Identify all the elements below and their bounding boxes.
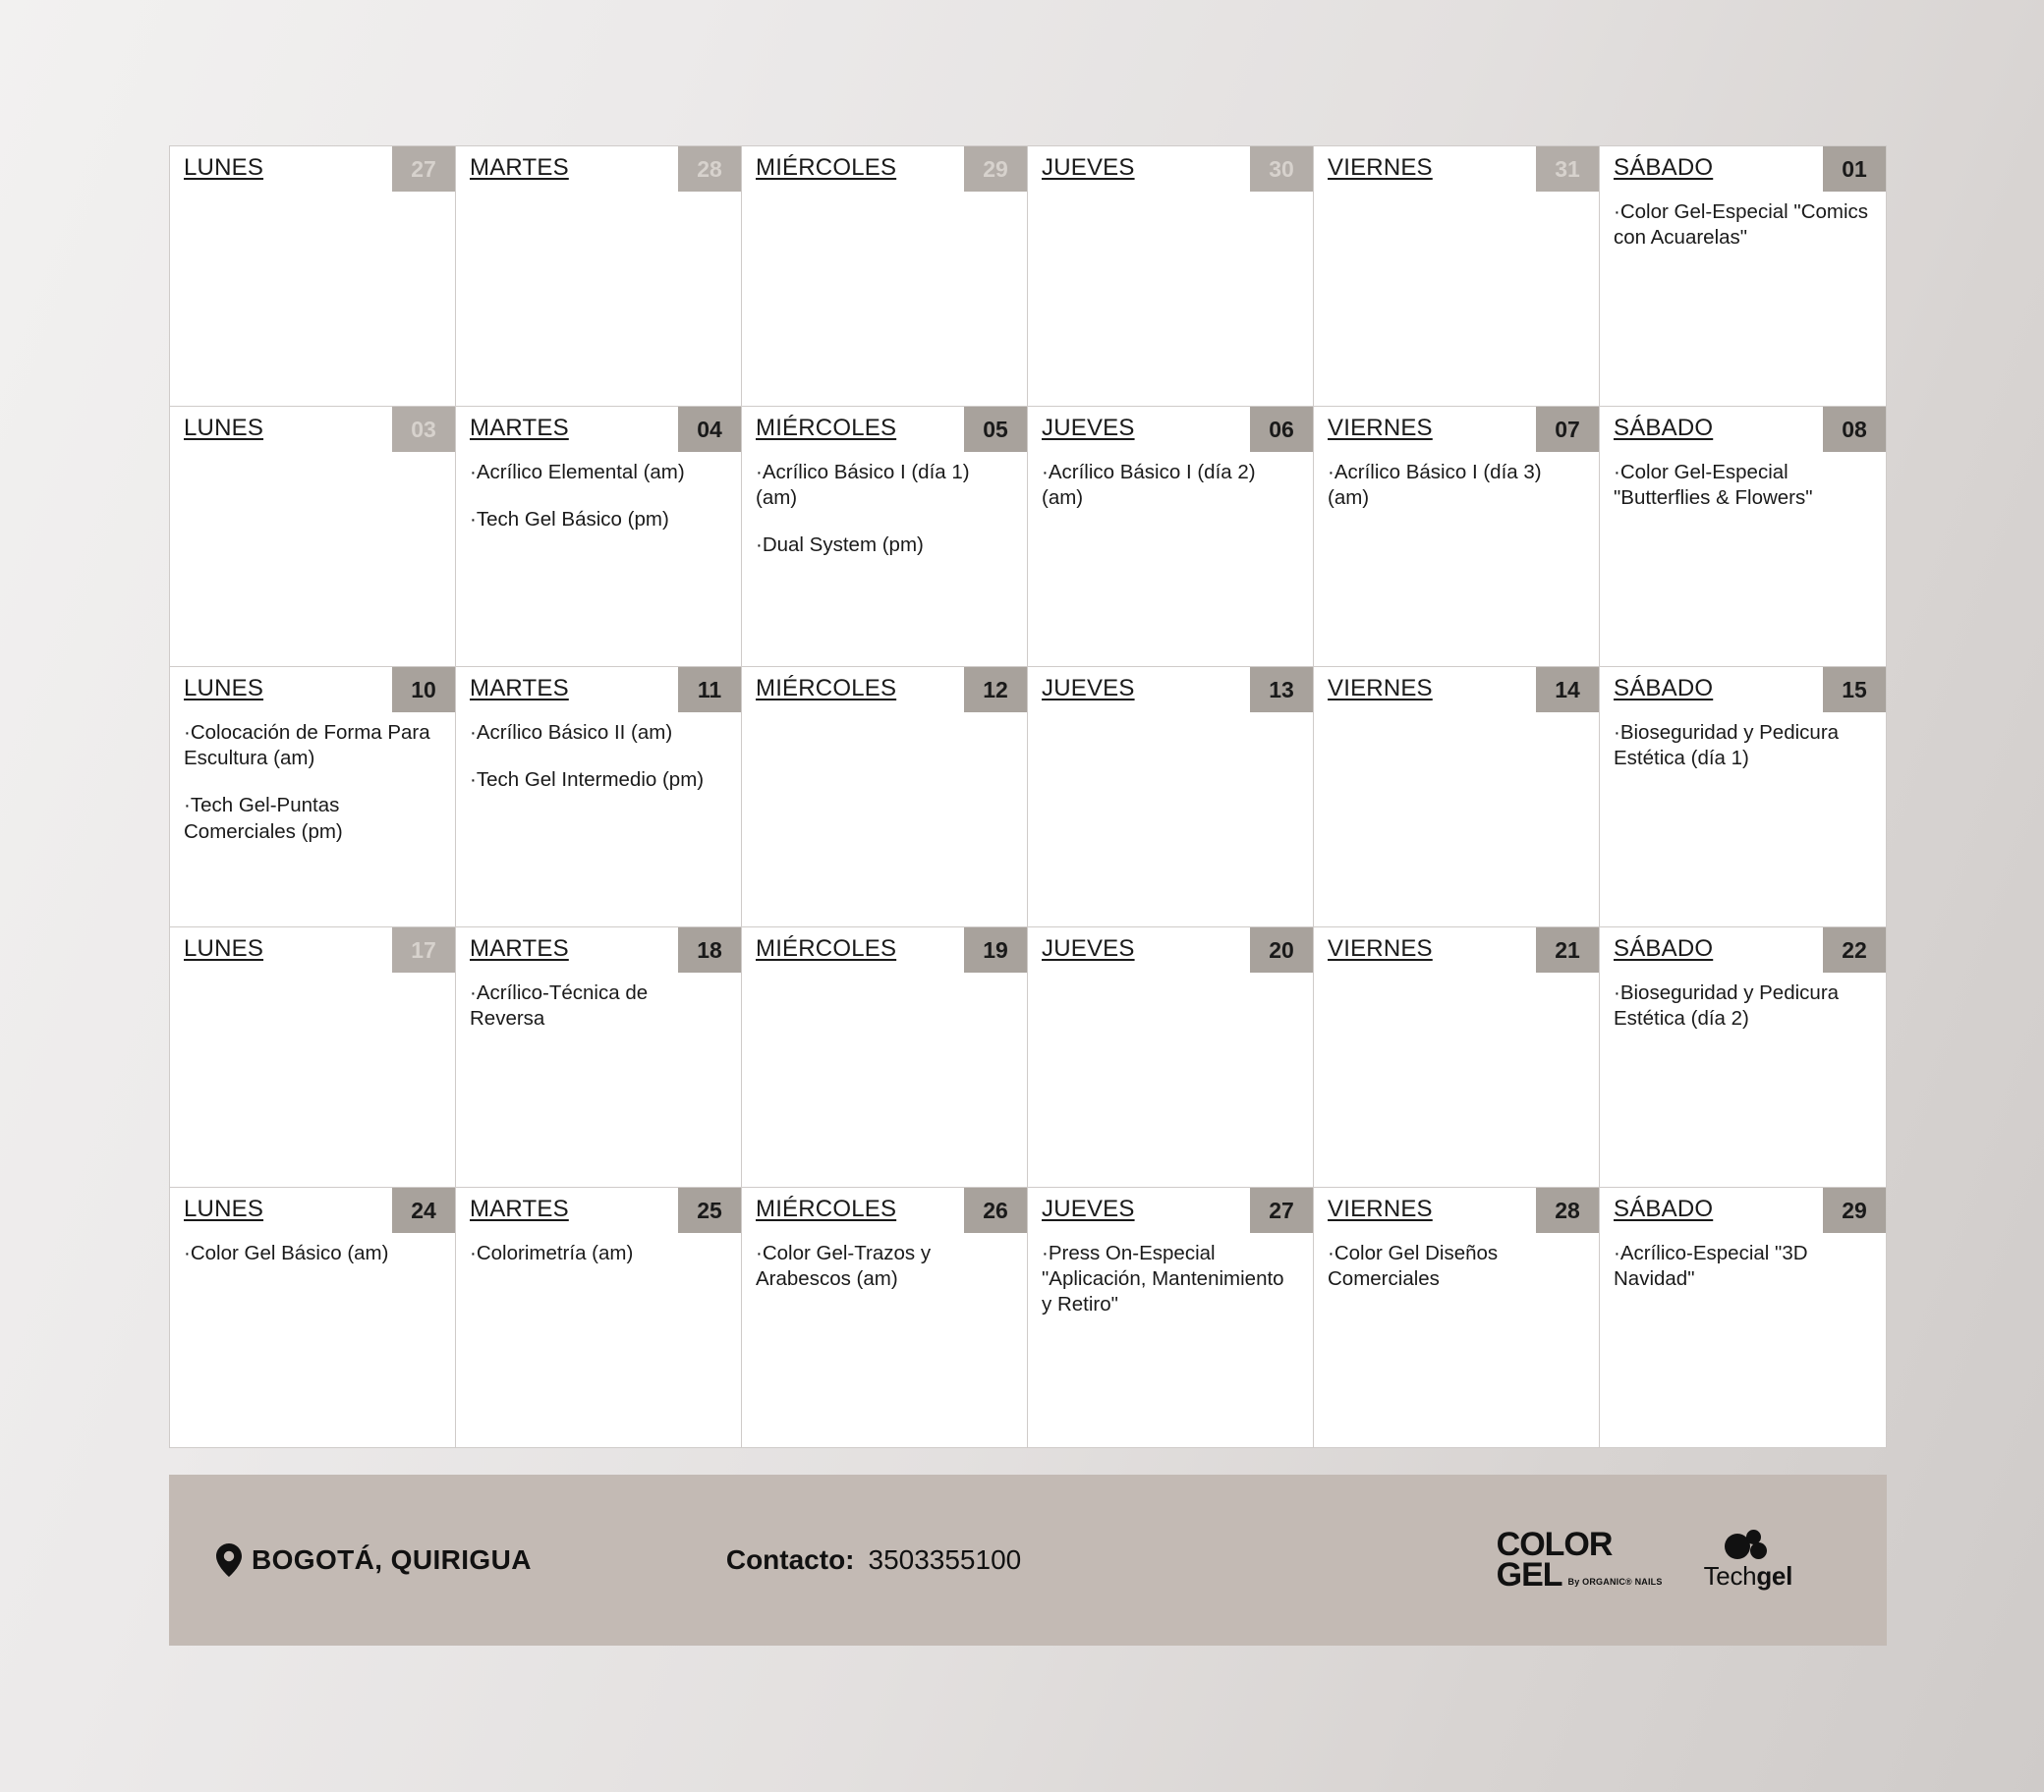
footer-bar [169, 1475, 1887, 1646]
day-header [170, 146, 455, 192]
day-event[interactable]: ·Colocación de Forma Para Escultura (am) [184, 721, 430, 770]
calendar-day-cell[interactable] [1028, 667, 1314, 926]
day-header [170, 667, 455, 712]
calendar-day-cell[interactable] [1028, 1188, 1314, 1447]
day-name: JUEVES [1042, 154, 1135, 181]
colorgel-line1: COLOR [1496, 1525, 1613, 1563]
day-name: JUEVES [1042, 675, 1135, 701]
day-events [1600, 192, 1886, 260]
day-name: LUNES [184, 935, 264, 962]
calendar-day-cell[interactable] [742, 407, 1028, 666]
day-events [742, 712, 1027, 730]
day-number: 06 [1250, 407, 1313, 452]
calendar-day-cell[interactable] [1600, 927, 1886, 1187]
day-header [1028, 407, 1313, 452]
calendar-day-cell[interactable] [1028, 927, 1314, 1187]
calendar-day-cell[interactable] [170, 927, 456, 1187]
day-events [456, 192, 741, 209]
calendar-page [169, 145, 1887, 1646]
day-header [1600, 146, 1886, 192]
day-event[interactable]: ·Tech Gel-Puntas Comerciales (pm) [184, 794, 343, 843]
day-number: 29 [1823, 1188, 1886, 1233]
day-header [456, 667, 741, 712]
day-name: SÁBADO [1614, 415, 1714, 441]
calendar-week [170, 927, 1886, 1188]
calendar-day-cell[interactable] [170, 667, 456, 926]
day-name: MIÉRCOLES [756, 154, 897, 181]
brand-logos [1497, 1475, 1792, 1646]
calendar-day-cell[interactable] [1314, 667, 1600, 926]
day-event[interactable]: ·Color Gel Diseños Comerciales [1328, 1242, 1499, 1291]
calendar-day-cell[interactable] [456, 667, 742, 926]
calendar-day-cell[interactable] [456, 1188, 742, 1447]
day-name: LUNES [184, 154, 264, 181]
day-event[interactable]: ·Acrílico Básico II (am) [470, 721, 673, 744]
contact-block [726, 1544, 1021, 1576]
day-number: 19 [964, 927, 1027, 973]
day-events [1314, 192, 1599, 209]
contact-number: 3503355100 [868, 1544, 1022, 1575]
day-event[interactable]: ·Acrílico Básico I (día 1) (am) [756, 461, 970, 510]
day-events [170, 973, 455, 990]
day-name: MIÉRCOLES [756, 415, 897, 441]
day-name: MIÉRCOLES [756, 1196, 897, 1222]
day-number: 13 [1250, 667, 1313, 712]
colorgel-subtitle: By ORGANIC® NAILS [1567, 1577, 1663, 1587]
day-header [742, 667, 1027, 712]
calendar-day-cell[interactable] [1314, 146, 1600, 406]
day-name: MARTES [470, 935, 569, 962]
day-events [742, 192, 1027, 209]
day-number: 21 [1536, 927, 1599, 973]
calendar-day-cell[interactable] [456, 146, 742, 406]
day-name: MIÉRCOLES [756, 935, 897, 962]
day-header [1028, 667, 1313, 712]
day-events [170, 452, 455, 470]
calendar-week [170, 667, 1886, 927]
techgel-prefix: Tech [1703, 1560, 1757, 1591]
calendar-day-cell[interactable] [1314, 1188, 1600, 1447]
day-events [1028, 1233, 1313, 1328]
calendar-day-cell[interactable] [1600, 146, 1886, 406]
day-name: MARTES [470, 1196, 569, 1222]
day-name: SÁBADO [1614, 154, 1714, 181]
day-event[interactable]: ·Dual System (pm) [756, 533, 924, 557]
day-event[interactable]: ·Tech Gel Básico (pm) [470, 508, 669, 532]
day-number: 15 [1823, 667, 1886, 712]
day-events [1028, 712, 1313, 730]
day-event[interactable]: ·Bioseguridad y Pedicura Estética (día 1) [1614, 721, 1840, 770]
day-number: 28 [678, 146, 741, 192]
day-events [456, 1233, 741, 1276]
day-header [1314, 407, 1599, 452]
day-header [1600, 667, 1886, 712]
day-name: JUEVES [1042, 1196, 1135, 1222]
calendar-day-cell[interactable] [1028, 146, 1314, 406]
calendar-day-cell[interactable] [170, 146, 456, 406]
colorgel-logo [1496, 1525, 1663, 1594]
day-header [456, 1188, 741, 1233]
day-header [456, 407, 741, 452]
calendar-day-cell[interactable] [1314, 407, 1600, 666]
calendar-week [170, 1188, 1886, 1447]
day-name: VIERNES [1328, 1196, 1433, 1222]
day-event[interactable]: ·Press On-Especial "Aplicación, Mantenimiento y Retiro" [1042, 1242, 1284, 1316]
location-pin-icon [216, 1543, 242, 1577]
day-events [1028, 452, 1313, 521]
day-events [1600, 1233, 1886, 1302]
day-events [1600, 712, 1886, 781]
day-header [1600, 407, 1886, 452]
day-name: LUNES [184, 1196, 264, 1222]
day-number: 25 [678, 1188, 741, 1233]
day-number: 27 [1250, 1188, 1313, 1233]
day-number: 10 [392, 667, 455, 712]
calendar-day-cell[interactable] [742, 667, 1028, 926]
day-header [1314, 1188, 1599, 1233]
day-number: 24 [392, 1188, 455, 1233]
day-number: 17 [392, 927, 455, 973]
day-number: 26 [964, 1188, 1027, 1233]
day-number: 27 [392, 146, 455, 192]
day-events [1600, 452, 1886, 521]
day-events [1314, 973, 1599, 990]
colorgel-line2: GEL [1496, 1556, 1562, 1594]
day-name: MARTES [470, 415, 569, 441]
contact-label: Contacto: [725, 1544, 855, 1575]
calendar-day-cell[interactable] [742, 927, 1028, 1187]
day-number: 18 [678, 927, 741, 973]
day-header [1600, 927, 1886, 973]
techgel-wordmark [1704, 1561, 1792, 1592]
calendar-day-cell[interactable] [1600, 667, 1886, 926]
day-event[interactable]: ·Acrílico Básico I (día 2) (am) [1042, 461, 1256, 510]
day-event[interactable]: ·Tech Gel Intermedio (pm) [470, 768, 705, 792]
day-events [742, 1233, 1027, 1302]
day-name: JUEVES [1042, 935, 1135, 962]
day-number: 01 [1823, 146, 1886, 192]
day-header [1314, 927, 1599, 973]
location-text: BOGOTÁ, QUIRIGUA [252, 1544, 532, 1575]
day-number: 08 [1823, 407, 1886, 452]
day-event[interactable]: ·Acrílico Básico I (día 3) (am) [1328, 461, 1542, 510]
day-header [1314, 667, 1599, 712]
day-events [170, 192, 455, 209]
day-header [1028, 927, 1313, 973]
calendar-day-cell[interactable] [170, 1188, 456, 1447]
calendar-day-cell[interactable] [742, 146, 1028, 406]
day-event[interactable]: ·Bioseguridad y Pedicura Estética (día 2) [1614, 981, 1840, 1031]
day-name: VIERNES [1328, 154, 1433, 181]
calendar-day-cell[interactable] [456, 407, 742, 666]
calendar-day-cell[interactable] [1314, 927, 1600, 1187]
calendar-day-cell[interactable] [1600, 407, 1886, 666]
day-number: 05 [964, 407, 1027, 452]
day-header [170, 1188, 455, 1233]
calendar-week [170, 146, 1886, 407]
day-name: VIERNES [1328, 675, 1433, 701]
day-events [742, 452, 1027, 569]
day-header [1314, 146, 1599, 192]
day-events [1314, 452, 1599, 521]
day-name: MIÉRCOLES [756, 675, 897, 701]
day-events [1028, 192, 1313, 209]
day-header [742, 407, 1027, 452]
day-name: MARTES [470, 154, 569, 181]
day-events [1314, 1233, 1599, 1302]
day-event[interactable]: ·Acrílico-Técnica de Reversa [470, 981, 649, 1031]
day-number: 03 [392, 407, 455, 452]
day-event[interactable]: ·Acrílico-Especial "3D Navidad" [1614, 1242, 1808, 1291]
calendar-day-cell[interactable] [456, 927, 742, 1187]
calendar-day-cell[interactable] [1600, 1188, 1886, 1447]
techgel-suffix: gel [1756, 1560, 1792, 1591]
day-events [1028, 973, 1313, 990]
day-name: SÁBADO [1614, 675, 1714, 701]
day-header [170, 407, 455, 452]
day-name: SÁBADO [1614, 935, 1714, 962]
day-name: MARTES [470, 675, 569, 701]
calendar-day-cell[interactable] [742, 1188, 1028, 1447]
day-event[interactable]: ·Color Gel-Trazos y Arabescos (am) [756, 1242, 932, 1291]
location-block [216, 1543, 532, 1577]
day-event[interactable]: ·Color Gel-Especial "Comics con Acuarelas" [1614, 200, 1869, 250]
day-name: VIERNES [1328, 415, 1433, 441]
techgel-logo [1704, 1530, 1792, 1592]
day-number: 30 [1250, 146, 1313, 192]
day-header [742, 146, 1027, 192]
day-number: 22 [1823, 927, 1886, 973]
day-event[interactable]: ·Colorimetría (am) [470, 1242, 634, 1264]
day-name: JUEVES [1042, 415, 1135, 441]
day-name: LUNES [184, 415, 264, 441]
day-number: 12 [964, 667, 1027, 712]
calendar-day-cell[interactable] [1028, 407, 1314, 666]
day-event[interactable]: ·Color Gel-Especial "Butterflies & Flowers" [1614, 461, 1813, 510]
day-name: VIERNES [1328, 935, 1433, 962]
day-events [1600, 973, 1886, 1041]
day-events [1314, 712, 1599, 730]
day-number: 29 [964, 146, 1027, 192]
day-number: 14 [1536, 667, 1599, 712]
day-number: 11 [678, 667, 741, 712]
day-header [742, 1188, 1027, 1233]
calendar-day-cell[interactable] [170, 407, 456, 666]
day-header [170, 927, 455, 973]
techgel-dots-icon [1725, 1530, 1772, 1559]
day-event[interactable]: ·Color Gel Básico (am) [184, 1242, 389, 1264]
calendar-week [170, 407, 1886, 667]
day-header [1028, 1188, 1313, 1233]
day-event[interactable]: ·Acrílico Elemental (am) [470, 461, 685, 483]
day-name: LUNES [184, 675, 264, 701]
day-header [1600, 1188, 1886, 1233]
day-header [456, 146, 741, 192]
day-number: 07 [1536, 407, 1599, 452]
day-number: 31 [1536, 146, 1599, 192]
day-number: 04 [678, 407, 741, 452]
day-events [742, 973, 1027, 990]
colorgel-line2-row [1496, 1556, 1663, 1594]
day-number: 20 [1250, 927, 1313, 973]
day-events [456, 712, 741, 803]
day-header [1028, 146, 1313, 192]
day-events [456, 452, 741, 542]
day-header [742, 927, 1027, 973]
day-name: SÁBADO [1614, 1196, 1714, 1222]
day-header [456, 927, 741, 973]
day-events [170, 1233, 455, 1276]
calendar-grid [169, 145, 1887, 1448]
day-events [170, 712, 455, 855]
day-events [456, 973, 741, 1041]
day-number: 28 [1536, 1188, 1599, 1233]
